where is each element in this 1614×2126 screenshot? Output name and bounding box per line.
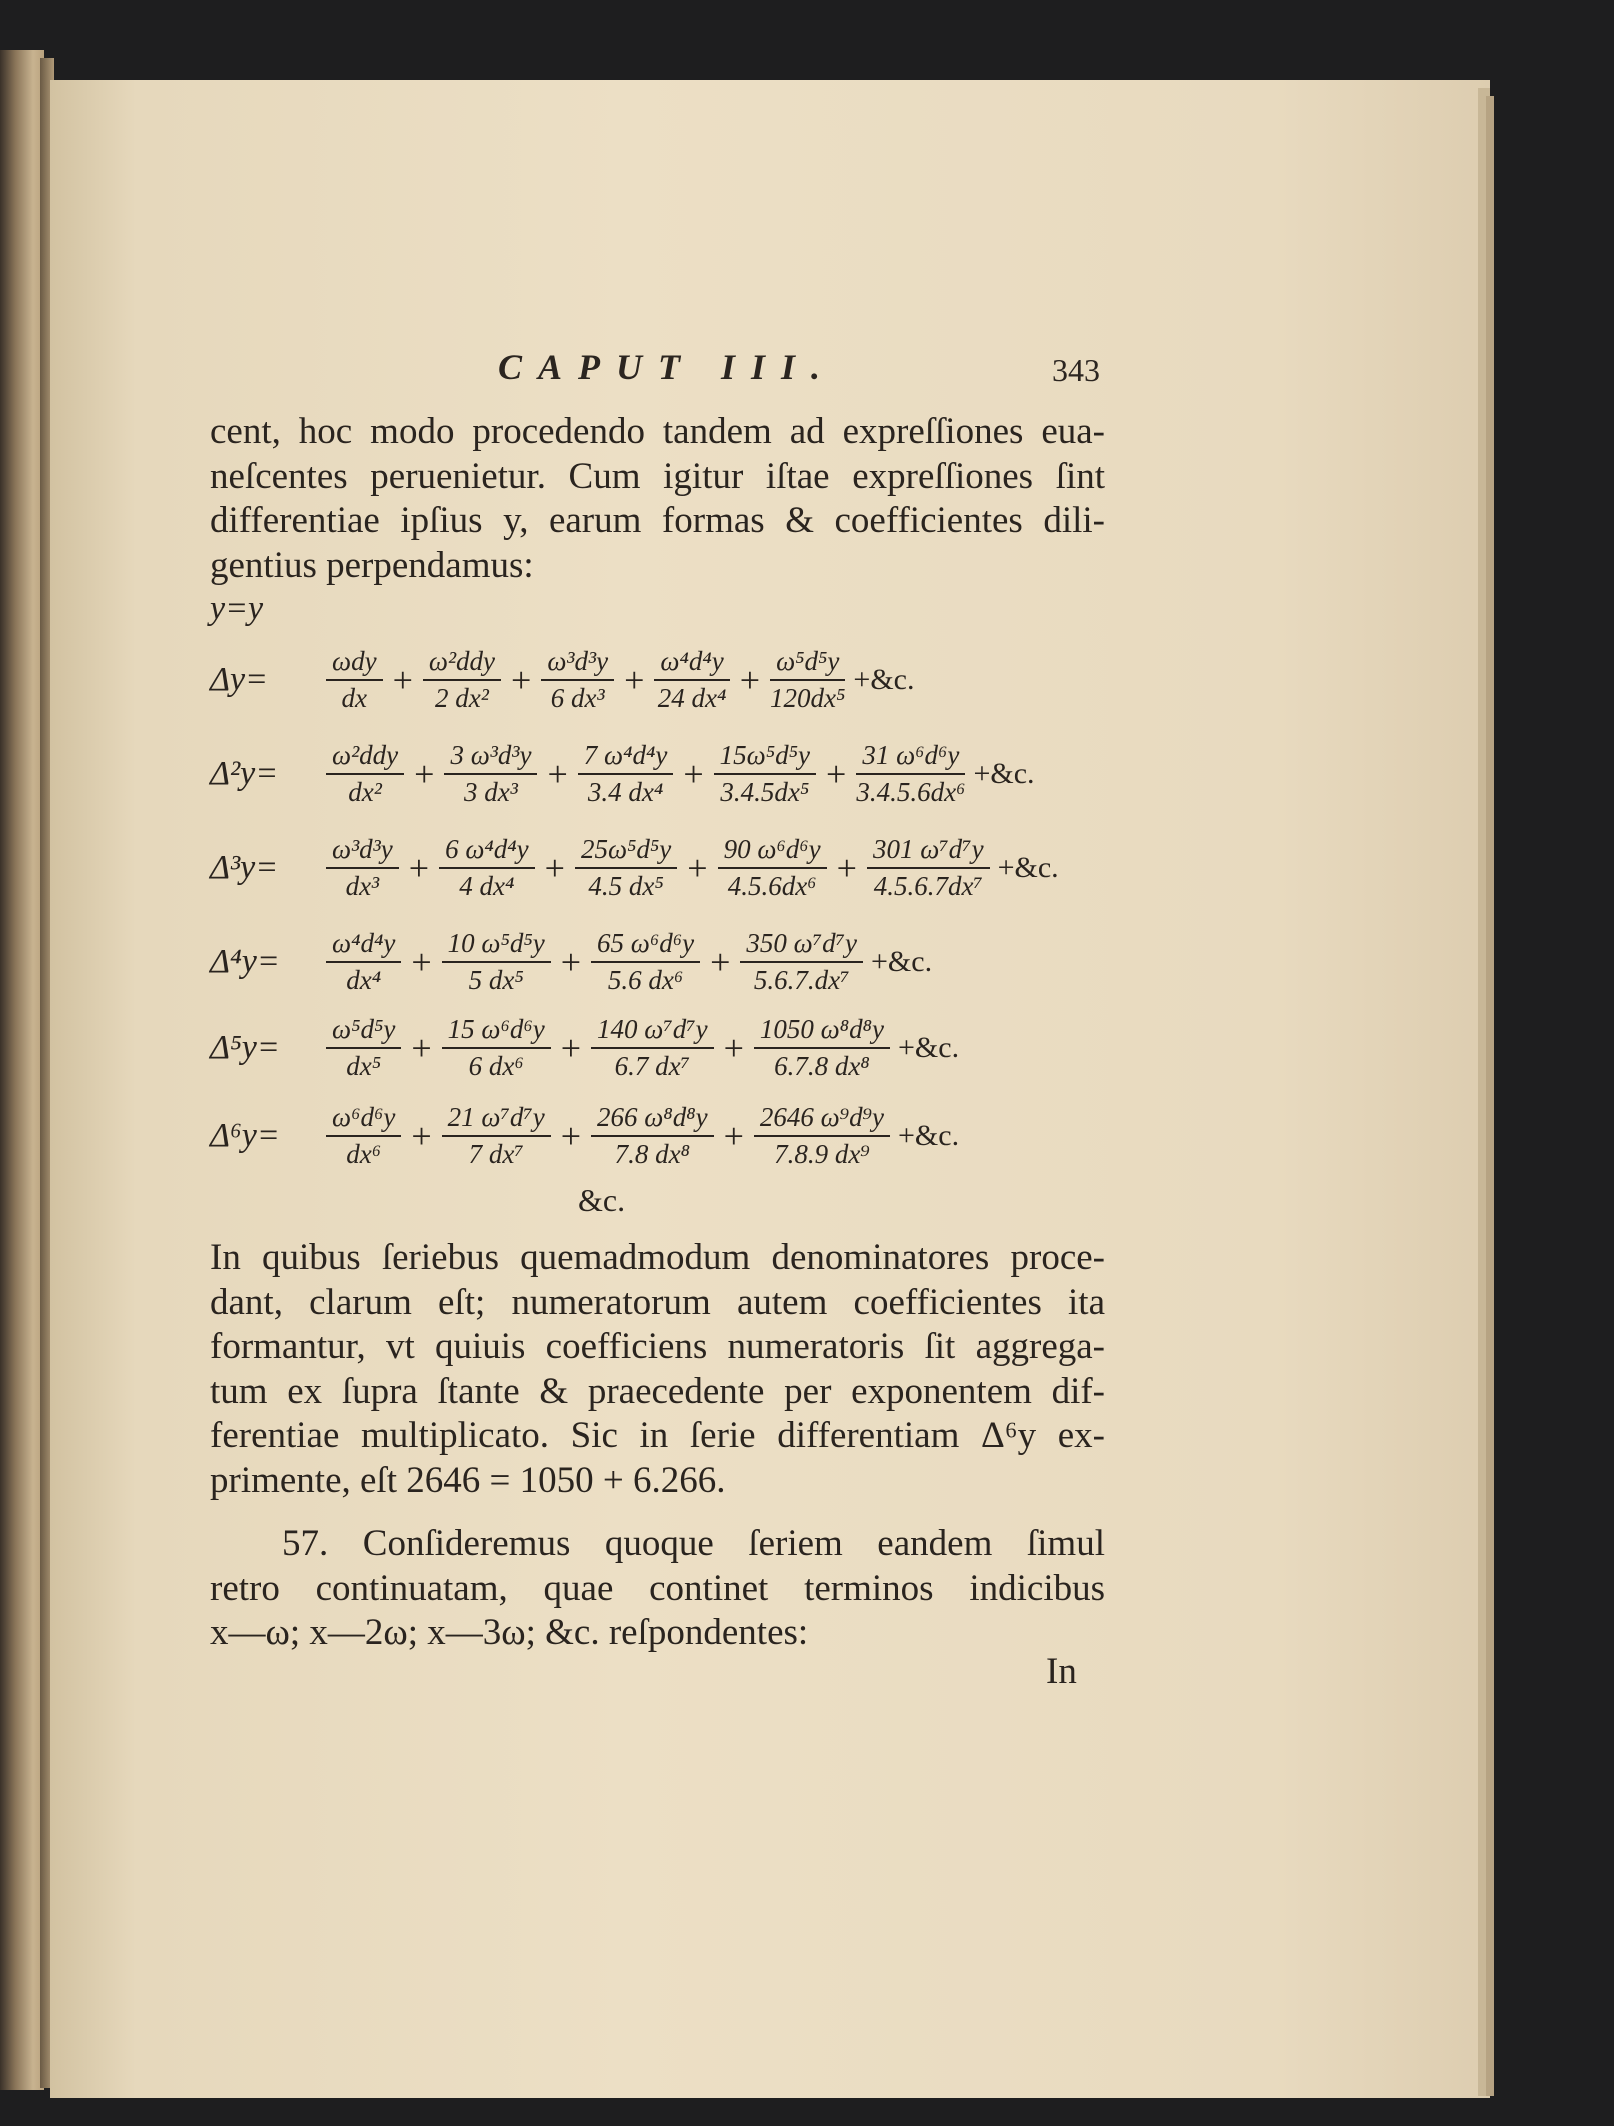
fraction bbox=[714, 740, 816, 808]
denominator: 6 dx³ bbox=[550, 683, 605, 713]
formula-row bbox=[210, 834, 1059, 902]
numerator: 65 ω⁶d⁶y bbox=[591, 928, 700, 963]
denominator: 120dx⁵ bbox=[770, 683, 846, 713]
text-line: cent, hoc modo procedendo tandem ad expreſſiones eua- bbox=[210, 411, 1105, 452]
plus-sign: + bbox=[511, 660, 532, 700]
numerator: ω³d³y bbox=[541, 646, 614, 681]
fraction bbox=[575, 834, 677, 902]
plus-sign: + bbox=[560, 1116, 582, 1156]
paragraph-57 bbox=[210, 1522, 1105, 1656]
text-line: neſcentes peruenietur. Cum igitur iſtae expreſſiones ſint bbox=[210, 455, 1105, 497]
denominator: 6.7 dx⁷ bbox=[614, 1051, 690, 1081]
numerator: ω²ddy bbox=[326, 740, 404, 775]
plus-sign: + bbox=[411, 942, 432, 982]
formula-tail: +&c. bbox=[973, 757, 1035, 790]
denominator: 3 dx³ bbox=[464, 777, 518, 807]
numerator: 6 ω⁴d⁴y bbox=[439, 834, 535, 869]
page-number: 343 bbox=[1052, 352, 1100, 388]
formula-tail: +&c. bbox=[898, 1031, 960, 1064]
denominator: 2 dx² bbox=[435, 683, 489, 713]
numerator: 15ω⁵d⁵y bbox=[714, 740, 816, 775]
text-line: x—ω; x—2ω; x—3ω; &c. reſpondentes: bbox=[210, 1612, 809, 1653]
plus-sign: + bbox=[544, 848, 565, 888]
formula-y bbox=[210, 590, 322, 628]
numerator: ω⁴d⁴y bbox=[326, 928, 401, 963]
fraction bbox=[326, 834, 399, 902]
denominator: dx⁶ bbox=[346, 1139, 382, 1169]
denominator: 4.5.6dx⁶ bbox=[727, 871, 817, 901]
plus-sign: + bbox=[826, 754, 847, 794]
numerator: 350 ω⁷d⁷y bbox=[740, 928, 863, 963]
formula-tail: +&c. bbox=[997, 851, 1059, 884]
text-line: differentiae ipſius y, earum formas & coefficientes dili- bbox=[210, 500, 1105, 541]
denominator: 5.6.7.dx⁷ bbox=[753, 965, 850, 995]
fraction bbox=[740, 928, 863, 996]
denominator: 3.4.5dx⁵ bbox=[720, 777, 810, 807]
formula-row bbox=[210, 646, 915, 714]
fraction bbox=[654, 646, 729, 714]
denominator: 7.8.9 dx⁹ bbox=[774, 1139, 870, 1169]
plus-sign: + bbox=[683, 754, 704, 794]
fraction bbox=[326, 1014, 401, 1082]
formula-tail: +&c. bbox=[898, 1119, 960, 1152]
text-line: primente, eſt 2646 = 1050 + 6.266. bbox=[210, 1459, 726, 1501]
numerator: 1050 ω⁸d⁸y bbox=[754, 1014, 890, 1049]
denominator: 5.6 dx⁶ bbox=[607, 965, 684, 995]
denominator: 6 dx⁶ bbox=[468, 1051, 524, 1081]
plus-sign: + bbox=[392, 660, 413, 700]
fraction bbox=[444, 740, 537, 808]
plus-sign: + bbox=[547, 754, 568, 794]
denominator: 5 dx⁵ bbox=[468, 965, 524, 995]
numerator: ω⁶d⁶y bbox=[326, 1102, 401, 1137]
denominator: 4.5.6.7dx⁷ bbox=[873, 871, 983, 901]
formula-tail: +&c. bbox=[853, 663, 915, 696]
plus-sign: + bbox=[560, 1028, 582, 1068]
numerator: 21 ω⁷d⁷y bbox=[442, 1102, 551, 1137]
fraction bbox=[442, 928, 551, 996]
denominator: dx² bbox=[348, 777, 382, 807]
numerator: 31 ω⁶d⁶y bbox=[856, 740, 965, 775]
paragraph-explanation bbox=[210, 1236, 1105, 1503]
plus-sign: + bbox=[408, 848, 430, 888]
text-line: formantur, vt quiuis coefficiens numeratoris ſit aggrega- bbox=[210, 1326, 1105, 1367]
numerator: ω⁵d⁵y bbox=[326, 1014, 401, 1049]
fraction bbox=[867, 834, 990, 902]
plus-sign: + bbox=[411, 1116, 432, 1156]
numerator: ω⁵d⁵y bbox=[770, 646, 845, 681]
numerator: 90 ω⁶d⁶y bbox=[718, 834, 827, 869]
denominator: 6.7.8 dx⁸ bbox=[774, 1051, 870, 1081]
chapter-title: CAPUT III. bbox=[498, 347, 837, 387]
numerator: 2646 ω⁹d⁹y bbox=[754, 1102, 890, 1137]
fraction bbox=[718, 834, 827, 902]
fraction bbox=[754, 1102, 890, 1170]
denominator: dx⁵ bbox=[346, 1051, 382, 1081]
fraction bbox=[439, 834, 535, 902]
fraction bbox=[442, 1014, 551, 1082]
plus-sign: + bbox=[624, 660, 645, 700]
paragraph-intro bbox=[210, 410, 1105, 588]
numerator: ω³d³y bbox=[326, 834, 399, 869]
page-edge-shadow bbox=[1486, 96, 1494, 2096]
formula-lhs: Δ³y= bbox=[210, 849, 279, 886]
formula-tail: +&c. bbox=[871, 945, 933, 978]
formula-row bbox=[210, 928, 932, 996]
plus-sign: + bbox=[687, 848, 708, 888]
plus-sign: + bbox=[723, 1116, 744, 1156]
plus-sign: + bbox=[414, 754, 435, 794]
plus-sign: + bbox=[836, 848, 857, 888]
plus-sign: + bbox=[411, 1028, 432, 1068]
fraction bbox=[856, 740, 965, 808]
numerator: 266 ω⁸d⁸y bbox=[591, 1102, 714, 1137]
numerator: ωdy bbox=[326, 646, 383, 681]
fraction bbox=[442, 1102, 551, 1170]
formula-lhs: Δ⁵y= bbox=[210, 1029, 280, 1066]
plus-sign: + bbox=[710, 942, 731, 982]
fraction bbox=[326, 740, 404, 808]
formula-row bbox=[210, 1102, 959, 1170]
text-line: dant, clarum eſt; numeratorum autem coefficientes ita bbox=[210, 1281, 1105, 1323]
running-head bbox=[210, 346, 1100, 396]
numerator: 3 ω³d³y bbox=[444, 740, 537, 775]
numerator: ω²ddy bbox=[423, 646, 501, 681]
denominator: dx⁴ bbox=[346, 965, 382, 995]
fraction bbox=[326, 646, 383, 714]
numerator: ω⁴d⁴y bbox=[654, 646, 729, 681]
denominator: 4.5 dx⁵ bbox=[588, 871, 664, 901]
fraction bbox=[754, 1014, 890, 1082]
denominator: dx³ bbox=[345, 871, 380, 901]
formula-lhs: Δy= bbox=[210, 661, 268, 698]
formula-lhs: Δ⁴y= bbox=[210, 943, 280, 980]
numerator: 301 ω⁷d⁷y bbox=[867, 834, 990, 869]
formula-lhs: Δ²y= bbox=[210, 755, 279, 792]
text-line: tum ex ſupra ſtante & praecedente per exponentem dif- bbox=[210, 1370, 1105, 1412]
denominator: 7 dx⁷ bbox=[468, 1139, 524, 1169]
formula-lhs: Δ⁶y= bbox=[210, 1117, 280, 1154]
numerator: 7 ω⁴d⁴y bbox=[578, 740, 674, 775]
text-line: 57. Conſideremus quoque ſeriem eandem ſimul bbox=[282, 1523, 1105, 1564]
numerator: 140 ω⁷d⁷y bbox=[591, 1014, 714, 1049]
text-line: In quibus ſeriebus quemadmodum denominatores proce- bbox=[210, 1237, 1105, 1278]
text-line: ferentiae multiplicato. Sic in ſerie differentiam Δ⁶y ex- bbox=[210, 1415, 1105, 1456]
text-line: gentius perpendamus: bbox=[210, 544, 534, 586]
formula-row bbox=[210, 1014, 959, 1082]
text-line: retro continuatam, quae continet terminos indicibus bbox=[210, 1567, 1105, 1609]
fraction bbox=[578, 740, 674, 808]
fraction bbox=[591, 1102, 714, 1170]
fraction bbox=[326, 1102, 401, 1170]
plus-sign: + bbox=[739, 660, 761, 700]
fraction bbox=[591, 928, 700, 996]
fraction bbox=[591, 1014, 714, 1082]
numerator: 25ω⁵d⁵y bbox=[575, 834, 677, 869]
fraction bbox=[770, 646, 845, 714]
formula-row bbox=[210, 740, 1035, 808]
denominator: 4 dx⁴ bbox=[459, 871, 515, 901]
denominator: dx bbox=[341, 683, 368, 713]
numerator: 10 ω⁵d⁵y bbox=[442, 928, 551, 963]
plus-sign: + bbox=[723, 1028, 744, 1068]
fraction bbox=[541, 646, 614, 714]
numerator: 15 ω⁶d⁶y bbox=[442, 1014, 551, 1049]
denominator: 3.4.5.6dx⁶ bbox=[856, 777, 966, 807]
fraction bbox=[326, 928, 401, 996]
difference-formulas bbox=[210, 590, 1110, 1230]
denominator: 24 dx⁴ bbox=[657, 683, 727, 713]
formula-text: y=y bbox=[210, 590, 264, 627]
denominator: 3.4 dx⁴ bbox=[587, 777, 664, 807]
denominator: 7.8 dx⁸ bbox=[614, 1139, 690, 1169]
fraction bbox=[423, 646, 501, 714]
left-page-edge bbox=[0, 50, 44, 2090]
catchword: In bbox=[1046, 1651, 1077, 1692]
formula-etc: &c. bbox=[578, 1182, 626, 1218]
plus-sign: + bbox=[560, 942, 582, 982]
